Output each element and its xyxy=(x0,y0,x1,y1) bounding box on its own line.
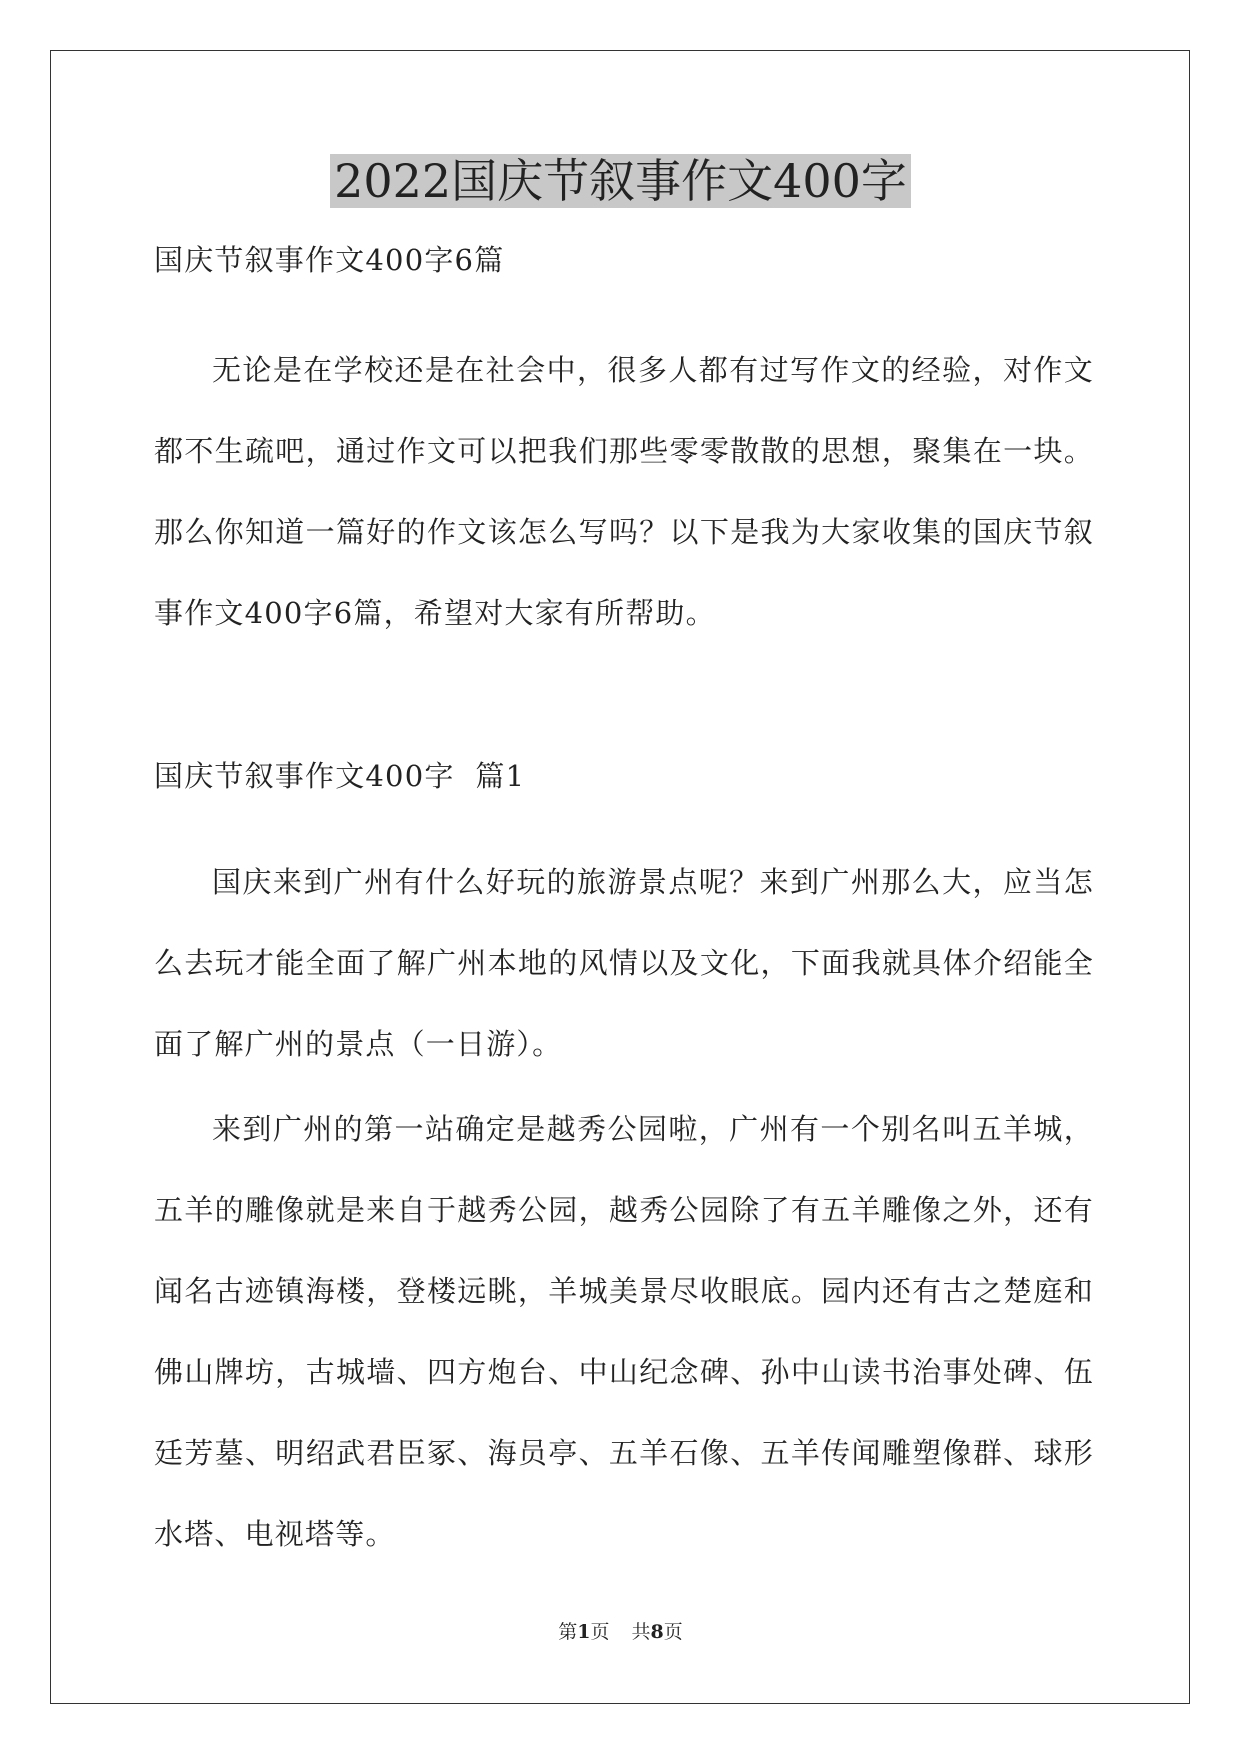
page-total: 8 xyxy=(650,1621,664,1643)
total-prefix: 共 xyxy=(631,1621,651,1643)
document-title xyxy=(0,150,1241,212)
page-current: 1 xyxy=(577,1621,591,1643)
body-paragraph-1: 国庆来到广州有什么好玩的旅游景点呢？来到广州那么大，应当怎么去玩才能全面了解广州本地的风情以及文化，下面我就具体介绍能全面了解广州的景点（一日游）。 xyxy=(154,865,1094,1061)
page-prefix: 第 xyxy=(558,1621,578,1643)
section-heading: 国庆节叙事作文400字 篇1 xyxy=(154,759,526,793)
document-subtitle: 国庆节叙事作文400字6篇 xyxy=(154,243,505,277)
document-title-text: 2022国庆节叙事作文400字 xyxy=(330,154,911,208)
intro-paragraph: 无论是在学校还是在社会中，很多人都有过写作文的经验，对作文都不生疏吧，通过作文可以把我们那些零零散散的思想，聚集在一块。那么你知道一篇好的作文该怎么写吗？以下是我为大家收集的国庆节叙事作文400字6篇，希望对大家有所帮助。 xyxy=(154,353,1094,630)
body-paragraph-2: 来到广州的第一站确定是越秀公园啦，广州有一个别名叫五羊城，五羊的雕像就是来自于越秀公园，越秀公园除了有五羊雕像之外，还有闻名古迹镇海楼，登楼远眺，羊城美景尽收眼底。园内还有古之楚庭和佛山牌坊，古城墙、四方炮台、中山纪念碑、孙中山读书治事处碑、伍廷芳墓、明绍武君臣冢、海员亭、五羊石像、五羊传闻雕塑像群、球形水塔、电视塔等。 xyxy=(154,1112,1094,1551)
page-footer xyxy=(0,1620,1241,1644)
total-suffix: 页 xyxy=(663,1621,683,1643)
page-suffix: 页 xyxy=(590,1621,610,1643)
